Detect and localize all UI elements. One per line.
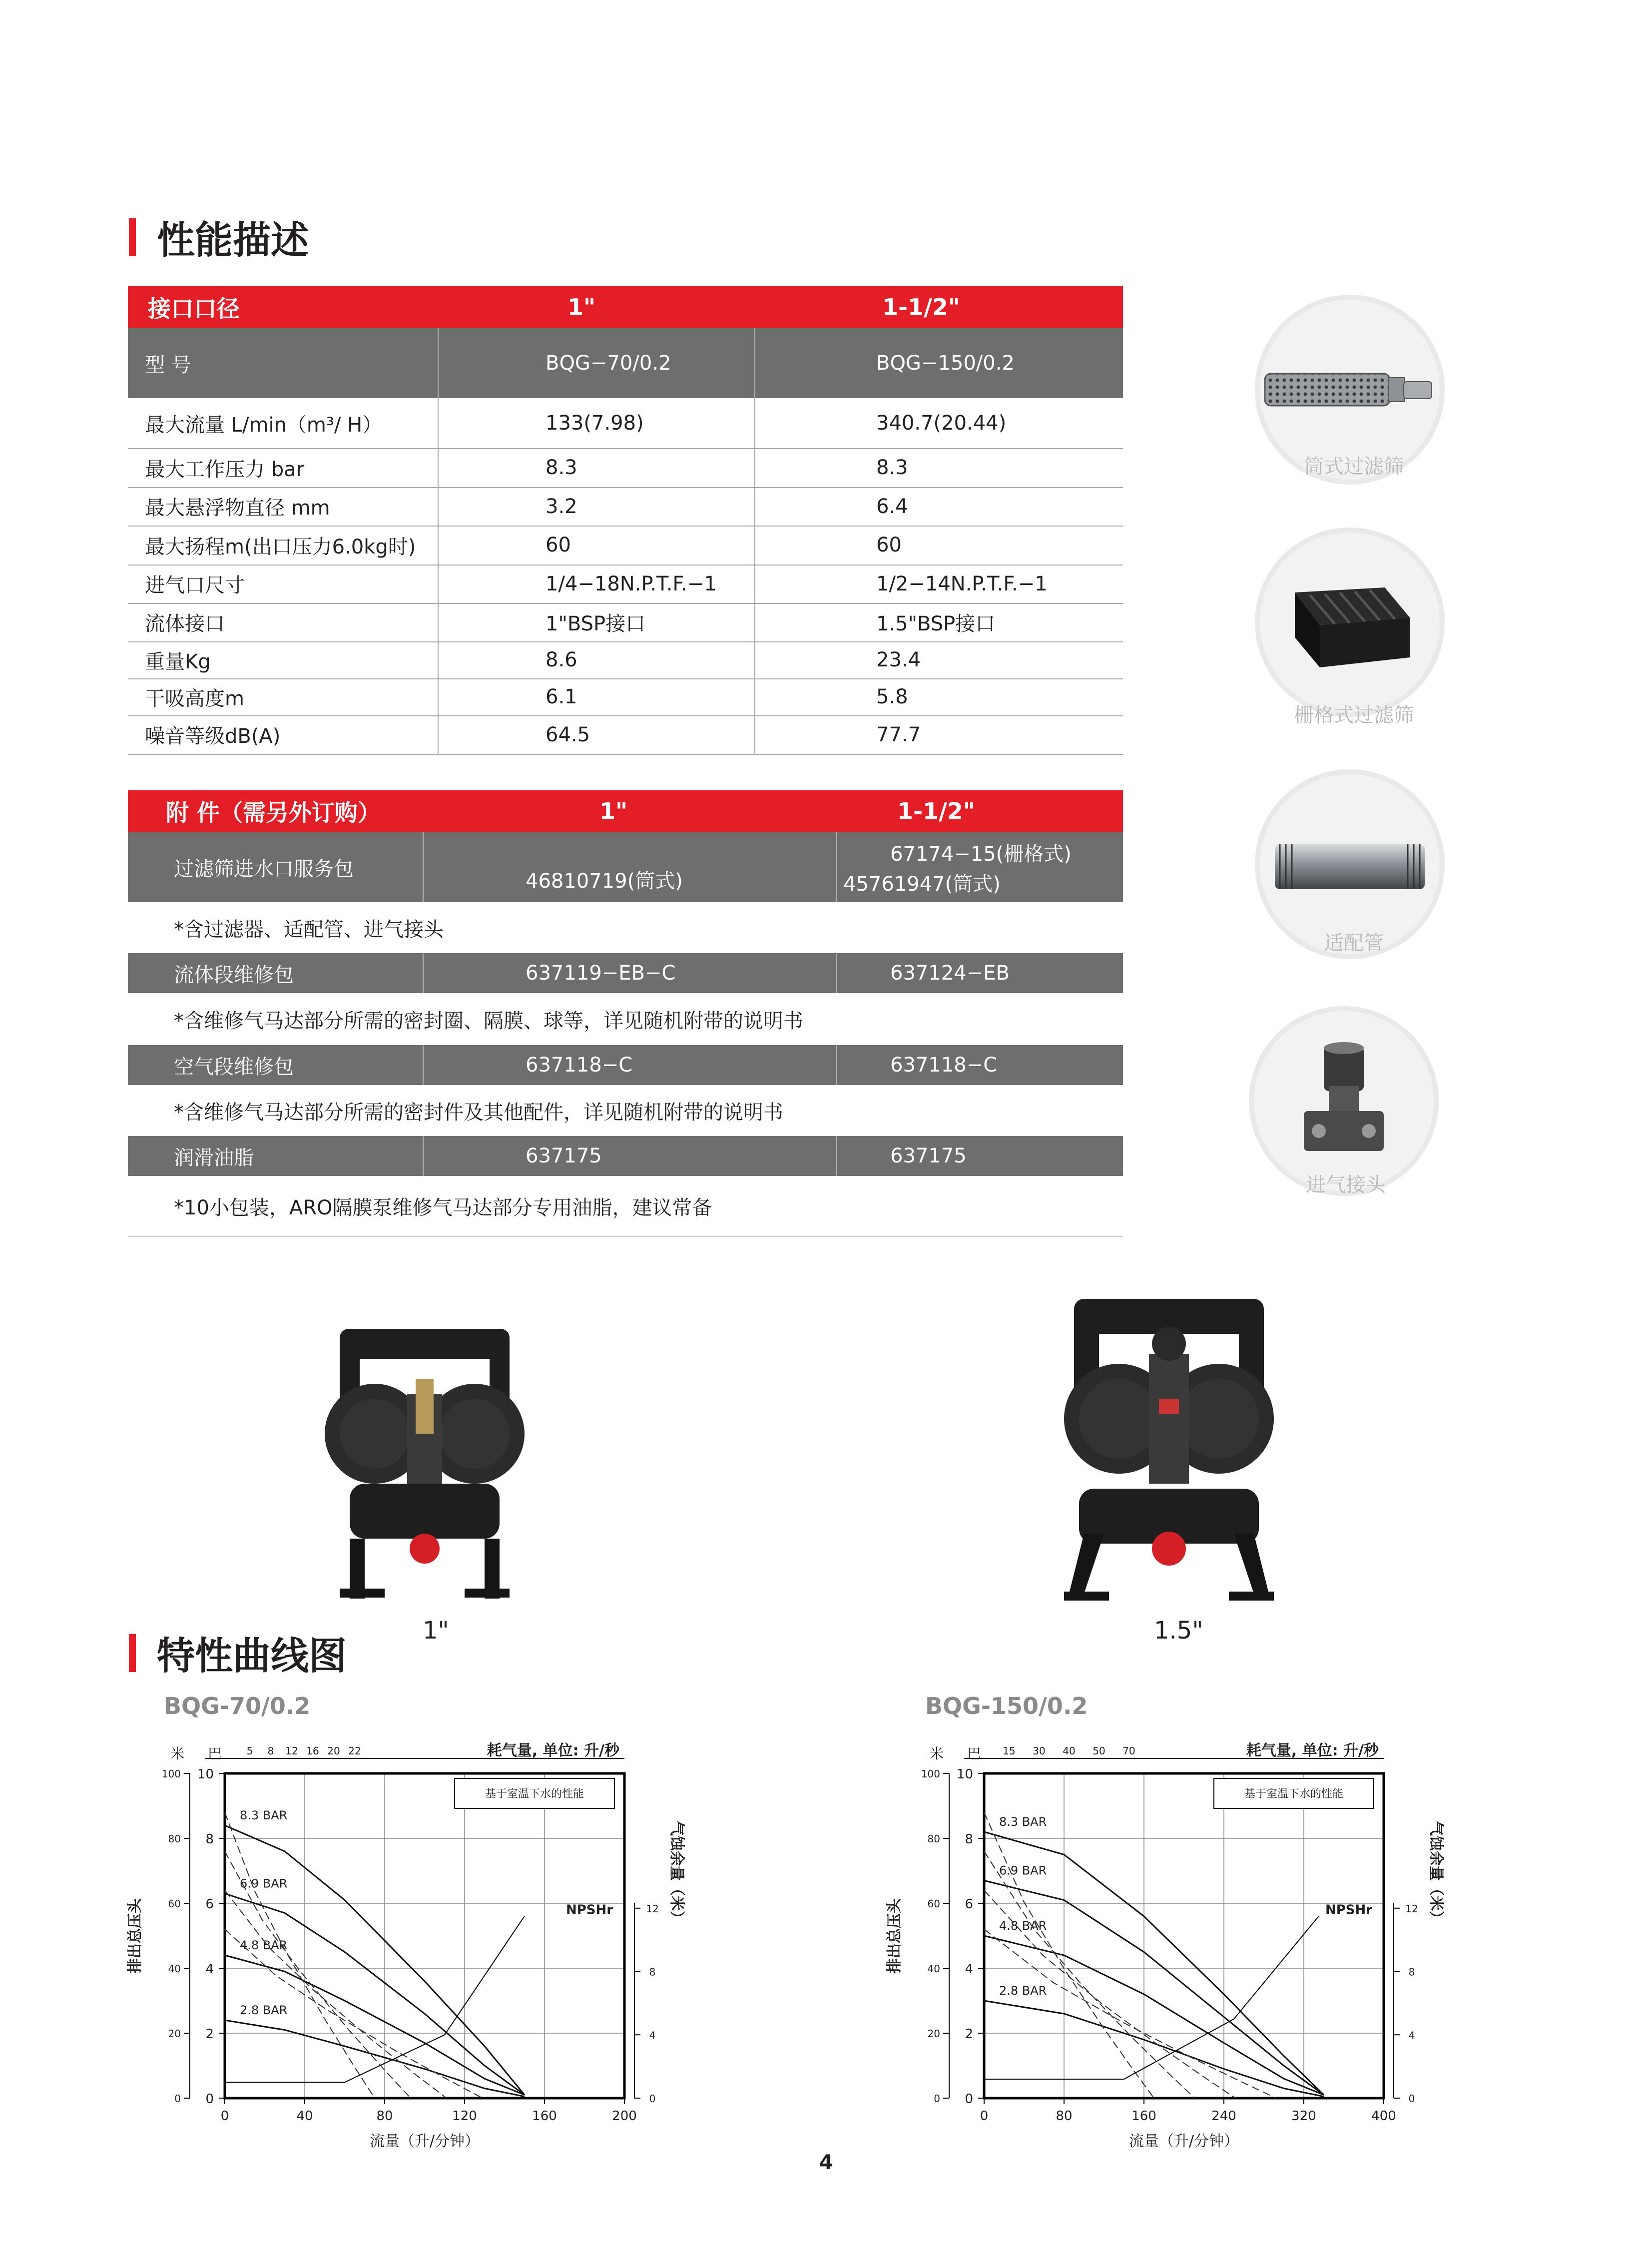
spec-value-1-5inch: 340.7(20.44) — [876, 412, 1007, 435]
y-right-tick-label: 0 — [1408, 2093, 1415, 2105]
spec-value-1-5inch: 6.4 — [876, 495, 908, 518]
y-m-tick-label: 20 — [168, 2028, 181, 2040]
fluid-kit-1inch: 637119−EB−C — [526, 962, 676, 985]
pressure-curve-label: 2.8 BAR — [240, 2003, 288, 2017]
air-tick-label: 5 — [246, 1745, 253, 1757]
x-tick-label: 40 — [296, 2109, 313, 2124]
air-kit-1-5inch: 637118−C — [890, 1054, 998, 1077]
grid-filter-label: 栅格式过滤筛 — [1294, 704, 1414, 727]
model-value-1-5inch: BQG−150/0.2 — [876, 352, 1015, 375]
filter-kit-1-5inch-b: 45761947(筒式) — [843, 872, 1001, 896]
chart-2-model: BQG-150/0.2 — [925, 1692, 1088, 1719]
spec-label: 最大悬浮物直径 mm — [145, 497, 330, 520]
spec-value-1inch: 8.6 — [546, 648, 577, 671]
air-tick-label: 40 — [1063, 1745, 1076, 1757]
performance-title-text: 性能描述 — [157, 218, 309, 262]
pressure-curve-label: 4.8 BAR — [999, 1919, 1047, 1933]
y-m-tick-label: 0 — [174, 2093, 181, 2105]
air-tick-label: 50 — [1093, 1745, 1105, 1757]
curves-section-title — [129, 1626, 347, 1680]
fluid-kit-note: *含维修气马达部分所需的密封圈、隔膜、球等，详见随机附带的说明书 — [174, 1009, 803, 1033]
spec-row — [128, 603, 1123, 642]
y-axis-label: 排出总压头 — [126, 1898, 144, 1973]
spec-value-1inch: 1"BSP接口 — [546, 612, 646, 635]
accessories-header-label: 附 件（需另外订购） — [166, 799, 381, 826]
pressure-curve-label: 2.8 BAR — [999, 1984, 1047, 1998]
pressure-curve-label: 6.9 BAR — [240, 1876, 288, 1891]
y-m-tick-label: 20 — [927, 2028, 940, 2040]
grease-1inch: 637175 — [526, 1144, 602, 1167]
spec-label: 干吸高度m — [145, 687, 244, 710]
title-accent-bar — [129, 1634, 136, 1672]
spec-value-1inch: 6.1 — [546, 685, 577, 708]
chart-note: 基于室温下水的性能 — [485, 1788, 584, 1800]
filter-kit-note: *含过滤器、适配管、进气接头 — [174, 918, 444, 941]
y-bar-tick-label: 8 — [205, 1832, 214, 1847]
spec-row — [128, 678, 1123, 716]
x-tick-label: 80 — [376, 2109, 393, 2124]
y-m-tick-label: 80 — [927, 1833, 940, 1845]
bar-unit-label: 巴 — [207, 1745, 222, 1762]
y-bar-tick-label: 8 — [965, 1832, 973, 1847]
y-bar-tick-label: 10 — [956, 1767, 973, 1782]
pressure-curve-label: 4.8 BAR — [240, 1938, 288, 1952]
spec-row — [128, 715, 1123, 755]
air-tick-label: 8 — [267, 1745, 274, 1757]
pressure-curve-label: 8.3 BAR — [240, 1808, 288, 1822]
x-tick-label: 320 — [1291, 2109, 1316, 2124]
y-right-tick-label: 4 — [649, 2029, 656, 2042]
x-axis-label: 流量（升/分钟） — [369, 2133, 480, 2150]
spec-value-1-5inch: 5.8 — [876, 685, 908, 708]
spec-row — [128, 564, 1123, 604]
fluid-kit-row — [128, 953, 1123, 993]
y-bar-tick-label: 6 — [205, 1897, 214, 1912]
air-kit-note-row — [128, 1085, 1123, 1137]
meter-unit-label: 米 — [170, 1745, 185, 1762]
spec-label: 进气口尺寸 — [145, 574, 245, 597]
spec-value-1inch: 1/4−18N.P.T.F.−1 — [546, 572, 717, 595]
pressure-curve — [225, 1894, 525, 2095]
air-kit-row — [128, 1045, 1123, 1085]
filter-kit-row — [128, 832, 1123, 902]
filter-kit-1-5inch-a: 67174−15(栅格式) — [890, 842, 1072, 866]
spec-value-1inch: 3.2 — [546, 495, 577, 518]
spec-table-header — [128, 286, 1123, 328]
x-tick-label: 240 — [1211, 2109, 1236, 2124]
chart-1-model: BQG-70/0.2 — [164, 1692, 311, 1719]
y-bar-tick-label: 4 — [205, 1962, 214, 1977]
pump-1inch-image — [320, 1319, 530, 1609]
spec-value-1-5inch: 1/2−14N.P.T.F.−1 — [876, 572, 1048, 595]
air-inlet-fitting-icon — [1254, 1011, 1434, 1191]
x-tick-label: 0 — [980, 2109, 989, 2124]
spec-value-1inch: 133(7.98) — [546, 412, 644, 435]
y-m-tick-label: 100 — [161, 1768, 181, 1780]
y-right-tick-label: 12 — [1405, 1902, 1418, 1915]
air-kit-1inch: 637118−C — [526, 1054, 633, 1077]
y-bar-tick-label: 2 — [205, 2027, 214, 2042]
pressure-curve — [225, 1955, 525, 2095]
spec-value-1inch: 60 — [546, 534, 571, 557]
y-m-tick-label: 40 — [168, 1963, 181, 1975]
y-m-tick-label: 0 — [934, 2093, 940, 2105]
spec-label: 最大工作压力 bar — [145, 458, 305, 481]
model-label: 型 号 — [145, 353, 191, 377]
performance-chart-1 — [125, 1733, 774, 2163]
spec-value-1-5inch: 77.7 — [876, 723, 921, 746]
grid-filter-icon — [1260, 533, 1440, 712]
y-m-tick-label: 80 — [168, 1833, 181, 1845]
x-axis-label: 流量（升/分钟） — [1128, 2133, 1239, 2150]
y-right-tick-label: 12 — [646, 1902, 659, 1915]
spec-value-1-5inch: 8.3 — [876, 456, 908, 479]
x-tick-label: 160 — [1131, 2109, 1156, 2124]
header-col-1inch: 1" — [567, 294, 595, 321]
x-tick-label: 0 — [220, 2109, 229, 2124]
air-tick-label: 20 — [327, 1745, 340, 1757]
filter-kit-note-row — [128, 902, 1123, 954]
spec-value-1inch: 8.3 — [546, 456, 577, 479]
y-bar-tick-label: 4 — [965, 1962, 973, 1977]
air-tick-label: 15 — [1003, 1745, 1016, 1757]
pressure-curve — [984, 2001, 1324, 2097]
y-bar-tick-label: 0 — [205, 2092, 214, 2107]
spec-row — [128, 448, 1123, 488]
air-consumption-label: 耗气量, 单位: 升/秒 — [1246, 1742, 1379, 1759]
grid-filter-image — [1255, 528, 1445, 717]
bar-unit-label: 巴 — [967, 1745, 982, 1762]
grease-label: 润滑油脂 — [174, 1146, 254, 1169]
accessories-header-1inch: 1" — [599, 798, 627, 825]
y-bar-tick-label: 0 — [965, 2092, 973, 2107]
y-right-tick-label: 8 — [649, 1966, 656, 1978]
pump-1-5inch-image — [1064, 1294, 1274, 1614]
y-m-tick-label: 100 — [921, 1768, 940, 1780]
spec-label: 噪音等级dB(A) — [145, 725, 281, 748]
air-consumption-curve — [984, 1929, 1276, 2098]
page-number: 4 — [819, 2151, 833, 2174]
y-bar-tick-label: 10 — [197, 1767, 214, 1782]
spec-value-1-5inch: 23.4 — [876, 648, 921, 671]
y-axis-label: 排出总压头 — [886, 1898, 903, 1973]
air-consumption-label: 耗气量, 单位: 升/秒 — [487, 1742, 619, 1759]
spec-row — [128, 398, 1123, 449]
filter-kit-1inch: 46810719(筒式) — [526, 869, 683, 893]
x-tick-label: 160 — [532, 2109, 557, 2124]
y-right-tick-label: 4 — [1408, 2029, 1415, 2042]
air-tick-label: 30 — [1033, 1745, 1046, 1757]
y-bar-tick-label: 6 — [965, 1897, 973, 1912]
right-axis-label: 气蚀余量（米） — [1427, 1821, 1445, 1926]
air-kit-label: 空气段维修包 — [174, 1055, 294, 1079]
grease-1-5inch: 637175 — [890, 1144, 967, 1167]
spec-label: 重量Kg — [145, 650, 211, 673]
y-bar-tick-label: 2 — [965, 2027, 973, 2042]
meter-unit-label: 米 — [929, 1745, 944, 1762]
curves-title-text: 特性曲线图 — [157, 1634, 347, 1678]
filter-kit-label: 过滤筛进水口服务包 — [174, 857, 354, 881]
npsh-label: NPSHr — [565, 1902, 613, 1918]
diaphragm-pump-1inch-icon — [320, 1319, 530, 1609]
y-m-tick-label: 60 — [168, 1898, 181, 1910]
fluid-kit-1-5inch: 637124−EB — [890, 962, 1010, 985]
right-axis-label: 气蚀余量（米） — [668, 1821, 685, 1926]
air-consumption-curve — [225, 1812, 375, 2098]
spec-value-1-5inch: 1.5"BSP接口 — [876, 612, 996, 635]
spec-row — [128, 487, 1123, 527]
chart-note: 基于室温下水的性能 — [1244, 1788, 1344, 1800]
spec-model-row — [128, 328, 1123, 398]
y-m-tick-label: 60 — [927, 1898, 940, 1910]
air-consumption-curve — [984, 1812, 1154, 2098]
x-tick-label: 400 — [1371, 2109, 1396, 2124]
pump-1inch-caption: 1" — [423, 1617, 449, 1645]
npsh-label: NPSHr — [1325, 1902, 1373, 1918]
fluid-kit-note-row — [128, 993, 1123, 1046]
x-tick-label: 120 — [452, 2109, 477, 2124]
pressure-curve-label: 8.3 BAR — [999, 1815, 1047, 1829]
fluid-kit-label: 流体段维修包 — [174, 963, 294, 987]
spec-label: 最大流量 L/min（m³/ H） — [145, 413, 383, 437]
air-inlet-fitting-label: 进气接头 — [1306, 1173, 1386, 1196]
cylinder-filter-label: 筒式过滤筛 — [1304, 455, 1404, 478]
accessories-header-1-5inch: 1-1/2" — [897, 798, 975, 825]
air-tick-label: 70 — [1122, 1745, 1135, 1757]
performance-section-title — [129, 210, 309, 264]
model-value-1inch: BQG−70/0.2 — [546, 352, 671, 375]
spec-label: 流体接口 — [145, 612, 225, 635]
spec-row — [128, 641, 1123, 679]
grease-row — [128, 1136, 1123, 1176]
diaphragm-pump-1-5inch-icon — [1064, 1294, 1274, 1614]
header-interface-size: 接口口径 — [148, 295, 240, 322]
grease-note: *10小包装，ARO隔膜泵维修气马达部分专用油脂，建议常备 — [174, 1196, 712, 1219]
y-m-tick-label: 40 — [927, 1963, 940, 1975]
air-kit-note: *含维修气马达部分所需的密封件及其他配件，详见随机附带的说明书 — [174, 1101, 783, 1124]
spec-value-1-5inch: 60 — [876, 534, 902, 557]
pump-1-5inch-caption: 1.5" — [1154, 1617, 1203, 1645]
air-consumption-curve — [225, 1890, 447, 2098]
x-tick-label: 80 — [1056, 2109, 1073, 2124]
x-tick-label: 200 — [612, 2109, 637, 2124]
air-inlet-fitting-image — [1249, 1006, 1439, 1196]
air-tick-label: 16 — [306, 1745, 319, 1757]
grease-note-row — [128, 1176, 1123, 1237]
spec-value-1inch: 64.5 — [546, 723, 590, 746]
air-tick-label: 12 — [285, 1745, 298, 1757]
air-tick-label: 22 — [348, 1745, 361, 1757]
spec-label: 最大扬程m(出口压力6.0kg时) — [145, 535, 416, 559]
title-accent-bar — [129, 218, 136, 256]
pressure-curve-label: 6.9 BAR — [999, 1863, 1047, 1878]
y-right-tick-label: 0 — [649, 2093, 656, 2105]
adapter-pipe-label: 适配管 — [1324, 932, 1384, 955]
y-right-tick-label: 8 — [1408, 1966, 1415, 1978]
performance-chart-2 — [884, 1733, 1534, 2163]
header-col-1-5inch: 1-1/2" — [882, 294, 960, 321]
spec-row — [128, 526, 1123, 565]
